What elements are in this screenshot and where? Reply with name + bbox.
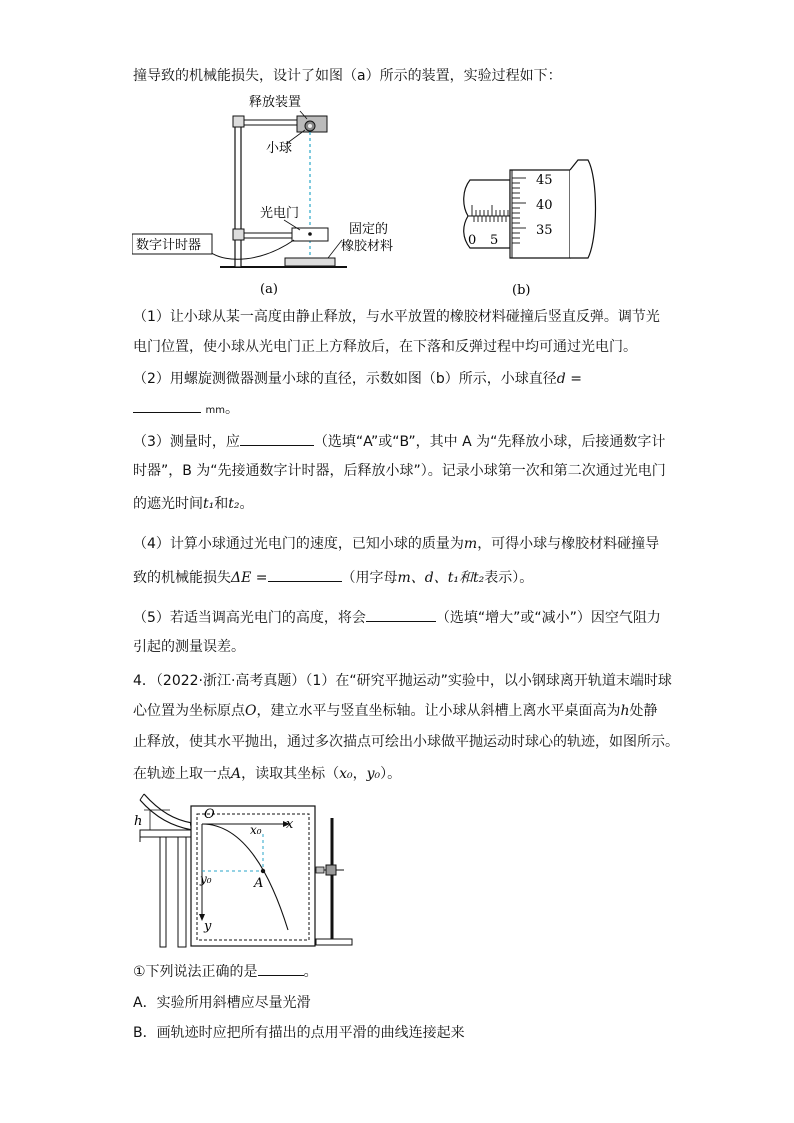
option-b: B．画轨迹时应把所有描出的点用平滑的曲线连接起来 (133, 1025, 465, 1041)
gate-label: 光电门 (260, 206, 300, 221)
figure-b-micrometer (450, 158, 610, 303)
q2-line1: （2）用螺旋测微器测量小球的直径，示数如图（b）所示，小球直径d = (133, 371, 582, 387)
figure-a-caption: (a) (260, 282, 278, 297)
x-axis-label: x (286, 817, 294, 832)
thimble-label-40: 40 (536, 198, 553, 213)
answer-blank-choice[interactable] (258, 961, 304, 976)
a-label: A (254, 876, 264, 891)
q4-line1: （4）计算小球通过光电门的速度，已知小球的质量为m，可得小球与橡胶材料碰撞导 (133, 536, 660, 552)
ball-label: 小球 (266, 141, 293, 156)
figure-a-photogate-apparatus (132, 92, 412, 302)
q6-line1: 4．（2022·浙江·高考真题）（1）在“研究平抛运动”实验中，以小钢球离开轨道末端时球 (133, 673, 672, 689)
sleeve-label-5: 5 (490, 233, 499, 248)
intro-text: 撞导致的机械能损失，设计了如图（a）所示的装置，实验过程如下： (133, 68, 562, 84)
q6-line4: 在轨迹上取一点A，读取其坐标（x₀，y₀）。 (133, 766, 402, 782)
point-a (261, 869, 265, 873)
q3-line3: 的遮光时间t₁和t₂。 (133, 496, 254, 512)
q6-line3: 止释放，使其水平抛出，通过多次描点可绘出小球做平抛运动时球心的轨迹，如图所示。 (133, 734, 679, 750)
h-label: h (134, 814, 143, 829)
sub1-line: ①下列说法正确的是 。 (133, 961, 318, 982)
x0-label: x₀ (250, 823, 262, 837)
rubber-label-2: 橡胶材料 (341, 239, 394, 254)
release-label: 释放装置 (249, 95, 302, 110)
q5-line1: （5）若适当调高光电门的高度，将会 （选填“增大”或“减小”）因空气阻力 (133, 607, 661, 628)
q6-line2: 心位置为坐标原点O，建立水平与竖直坐标轴。让小球从斜槽上离水平桌面高为h处静 (133, 703, 658, 719)
timer-label: 数字计时器 (136, 238, 202, 253)
option-a: A．实验所用斜槽应尽量光滑 (133, 995, 311, 1011)
q1-line2: 电门位置，使小球从光电门正上方释放后，在下落和反弹过程中均可通过光电门。 (133, 339, 637, 355)
answer-blank-diameter[interactable] (133, 398, 201, 413)
thimble-label-35: 35 (536, 223, 553, 238)
q4-line2: 致的机械能损失ΔE = （用字母m、d、t₁和t₂表示）。 (133, 567, 533, 588)
answer-blank-order[interactable] (240, 431, 314, 446)
q3-line1: （3）测量时，应 （选填“A”或“B”，其中 A 为“先释放小球，后接通数字计 (133, 431, 665, 452)
answer-blank-energy-loss[interactable] (268, 567, 342, 582)
origin-label: O (204, 807, 215, 822)
figure-projectile-setup (130, 790, 370, 952)
q3-line2: 时器”，B 为“先接通数字计时器，后释放小球”）。记录小球第一次和第二次通过光电门 (133, 463, 666, 479)
q5-line2: 引起的测量误差。 (133, 639, 245, 655)
thimble-label-45: 45 (536, 173, 553, 188)
y0-label: y₀ (200, 872, 212, 886)
answer-blank-error[interactable] (366, 607, 436, 622)
rubber-label-1: 固定的 (349, 222, 389, 237)
y-axis-label: y (204, 919, 212, 934)
q1-line1: （1）让小球从某一高度由静止释放，与水平放置的橡胶材料碰撞后竖直反弹。调节光 (133, 309, 660, 325)
sleeve-label-0: 0 (468, 233, 477, 248)
q2-line2: mm。 (133, 398, 239, 421)
figure-b-caption: (b) (512, 283, 531, 298)
rubber-pad (285, 258, 335, 266)
